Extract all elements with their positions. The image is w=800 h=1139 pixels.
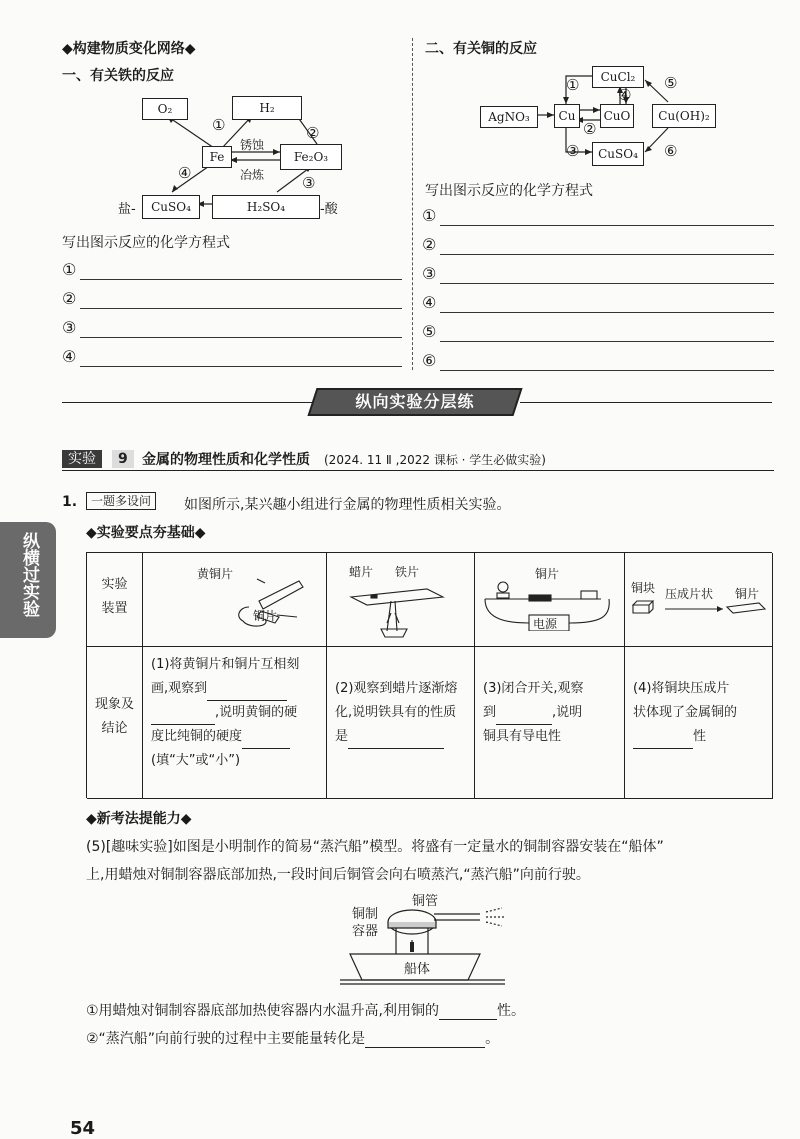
part5-q2: ②“蒸汽船”向前行驶的过程中主要能量转化是 。 (86, 1031, 500, 1047)
blank[interactable] (242, 732, 290, 749)
cell-fig-press: 铜块 压成片状 铜片 (625, 553, 773, 647)
banner-title: 纵向实验分层练 (355, 392, 475, 411)
blank[interactable] (151, 708, 215, 725)
hand-scratch-figure (199, 571, 319, 631)
node-o2: O₂ (142, 98, 188, 120)
cmark-2: ② (583, 120, 597, 138)
diamond-icon: ◆ (180, 811, 192, 827)
answer-line[interactable]: ① (62, 260, 402, 282)
label-salt: 盐- (118, 202, 136, 217)
question-text: 如图所示,某兴趣小组进行金属的物理性质相关实验。 (184, 497, 511, 513)
blank[interactable] (207, 684, 287, 701)
node-cu: Cu (554, 104, 580, 128)
answer-line[interactable]: ② (422, 235, 774, 257)
node-fe2o3: Fe₂O₃ (280, 144, 342, 170)
mark-2: ② (306, 124, 320, 142)
copper-prompt: 写出图示反应的化学方程式 (425, 183, 593, 199)
cell-fig-hardness: 黄铜片 铜片 (143, 553, 327, 647)
cell-result-heat: (2)观察到蜡片逐渐熔 化,说明铁具有的性质 是 (327, 647, 475, 799)
diamond-icon: ◆ (184, 41, 196, 57)
row-head-result: 现象及 结论 (87, 647, 143, 799)
part5-line2: 上,用蜡烛对铜制容器底部加热,一段时间后铜管会向右喷蒸汽,“蒸汽船”向前行驶。 (86, 867, 590, 883)
question-number: 1. (62, 494, 78, 510)
row-head-setup: 实验 装置 (87, 553, 143, 647)
experiment-table (86, 552, 772, 798)
cmark-3: ③ (566, 142, 580, 160)
node-fe: Fe (202, 146, 232, 168)
label-container: 铜制 容器 (352, 907, 379, 939)
copper-title: 二、有关铜的反应 (425, 41, 537, 57)
answer-line[interactable]: ④ (62, 347, 402, 369)
side-tab: 纵横过实验 (0, 522, 56, 638)
cmark-5: ⑤ (664, 74, 678, 92)
node-cuso4: CuSO₄ (142, 195, 200, 219)
diamond-icon: ◆ (86, 811, 97, 827)
label-smelt: 冶炼 (240, 168, 265, 182)
sub-heading-advanced: ◆新考法提能力◆ (86, 811, 192, 827)
banner-rule-right (520, 402, 772, 403)
node-h2: H₂ (232, 96, 302, 120)
node-cuso4-2: CuSO₄ (592, 142, 644, 166)
blank[interactable] (365, 1031, 485, 1048)
node-cuo: CuO (600, 104, 634, 128)
experiment-tag: 实验 (62, 450, 102, 468)
cell-fig-heat: 蜡片 铁片 (327, 553, 475, 647)
experiment-title: 金属的物理性质和化学性质 (142, 452, 310, 468)
answer-line[interactable]: ④ (422, 293, 774, 315)
blank[interactable] (633, 732, 693, 749)
experiment-number: 9 (112, 450, 134, 468)
cmark-1: ① (566, 76, 580, 94)
node-h2so4: H₂SO₄ (212, 195, 320, 219)
answer-line[interactable]: ③ (422, 264, 774, 286)
cell-result-hardness: (1)将黄铜片和铜片互相刻 画,观察到 ,说明黄铜的硬 度比纯铜的硬度 (填“大”或“小”) (143, 647, 327, 799)
node-agno3: AgNO₃ (480, 106, 538, 128)
answer-line[interactable]: ③ (62, 318, 402, 340)
answer-line[interactable]: ⑥ (422, 351, 774, 373)
cell-fig-circuit: 铜片 电源 (475, 553, 625, 647)
iron-prompt: 写出图示反应的化学方程式 (62, 235, 230, 251)
mark-3: ③ (302, 174, 316, 192)
network-heading: ◆构建物质变化网络◆ (62, 41, 196, 57)
answer-line[interactable]: ⑤ (422, 322, 774, 344)
cell-result-circuit: (3)闭合开关,观察 到 ,说明 铜具有导电性 (475, 647, 625, 799)
mark-4: ④ (178, 164, 192, 182)
experiment-header (62, 448, 774, 471)
heat-figure (347, 579, 467, 639)
question-badge: 一题多设问 (86, 492, 156, 510)
column-divider (412, 38, 413, 370)
node-cucl2: CuCl₂ (592, 66, 644, 88)
blank[interactable] (496, 708, 552, 725)
part5-q1: ①用蜡烛对铜制容器底部加热使容器内水温升高,利用铜的 性。 (86, 1003, 525, 1019)
label-rust: 锈蚀 (240, 138, 265, 152)
label-hull: 船体 (404, 962, 431, 977)
press-figure (629, 597, 769, 627)
experiment-meta: (2024. 11 Ⅱ ,2022 课标 · 学生必做实验) (324, 453, 546, 467)
mark-1: ① (212, 116, 226, 134)
iron-title: 一、有关铁的反应 (62, 68, 174, 84)
cmark-6: ⑥ (664, 142, 678, 160)
cell-result-press: (4)将铜块压成片 状体现了金属铜的 性 (625, 647, 773, 799)
label-acid: -酸 (320, 202, 338, 217)
page-number: 54 (70, 1118, 96, 1139)
diamond-icon: ◆ (194, 525, 206, 541)
label-pipe: 铜管 (412, 894, 439, 909)
answer-line[interactable]: ② (62, 289, 402, 311)
node-cuoh2: Cu(OH)₂ (652, 104, 716, 128)
answer-line[interactable]: ① (422, 206, 774, 228)
banner-rule-left (62, 402, 312, 403)
part5-line1: (5)[趣味实验]如图是小明制作的简易“蒸汽船”模型。将盛有一定量水的铜制容器安装在“船体” (86, 839, 664, 855)
blank[interactable] (348, 732, 444, 749)
sub-heading-basics: ◆实验要点夯基础◆ (86, 525, 206, 541)
diamond-icon: ◆ (86, 525, 97, 541)
blank[interactable] (439, 1003, 497, 1020)
cmark-4: ④ (618, 86, 632, 104)
diamond-icon: ◆ (62, 41, 73, 57)
power-label: 电源 (533, 617, 558, 631)
